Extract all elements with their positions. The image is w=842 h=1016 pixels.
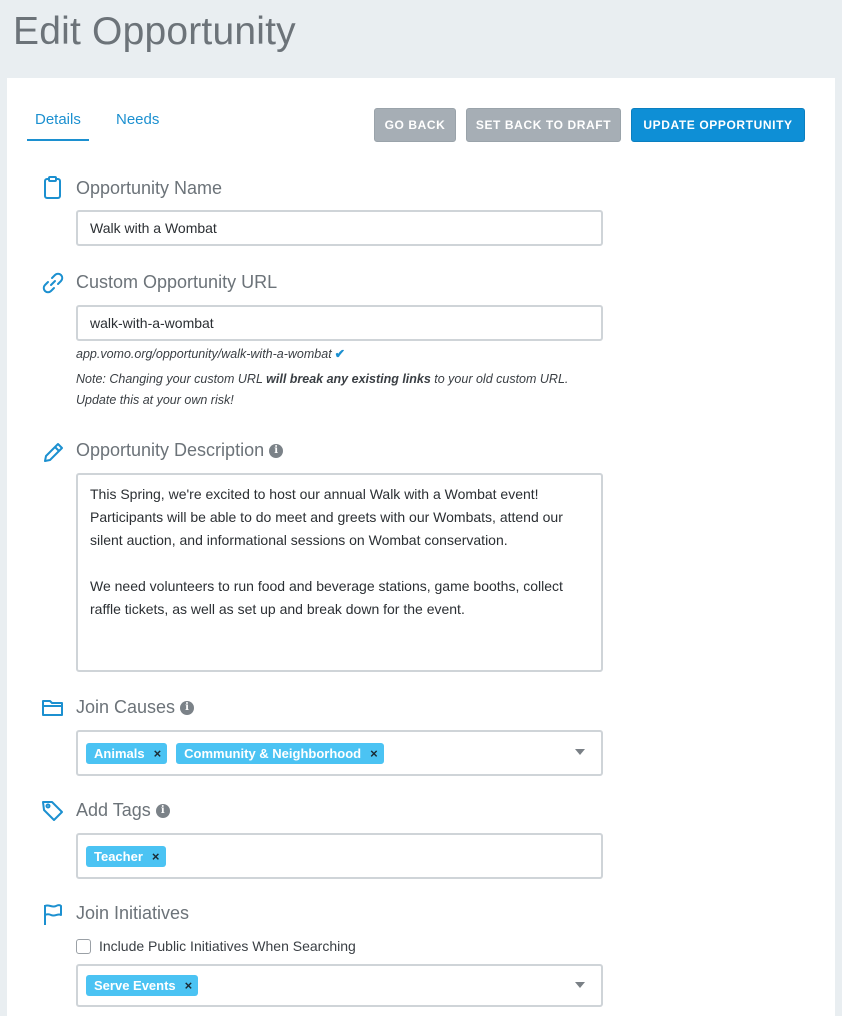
tag-icon <box>40 798 66 824</box>
opportunity-name-label: Opportunity Name <box>76 178 223 198</box>
tab-details[interactable]: Details <box>35 111 81 128</box>
remove-chip-icon[interactable]: × <box>151 848 160 864</box>
remove-chip-icon[interactable]: × <box>153 745 162 761</box>
opportunity-name-input[interactable]: Walk with a Wombat <box>76 210 603 246</box>
initiatives-select[interactable] <box>76 964 603 1007</box>
add-tags-label: Add Tags i <box>76 800 170 821</box>
page-title: Edit Opportunity <box>13 10 296 53</box>
custom-url-input[interactable]: walk-with-a-wombat <box>76 305 603 341</box>
dropdown-caret-icon[interactable] <box>575 982 585 988</box>
edit-card <box>7 78 835 1016</box>
public-initiatives-checkbox-row[interactable]: Include Public Initiatives When Searching <box>76 938 356 954</box>
custom-url-label: Custom Opportunity URL <box>76 272 278 292</box>
initiative-chip-serve-events: Serve Events × <box>86 975 198 996</box>
tags-input[interactable] <box>76 833 603 879</box>
check-icon: ✔ <box>334 347 346 361</box>
pencil-icon <box>40 439 66 465</box>
go-back-button[interactable]: GO BACK <box>374 108 456 142</box>
join-initiatives-label: Join Initiatives <box>76 903 190 923</box>
flag-icon <box>40 902 66 928</box>
description-label: Opportunity Description i <box>76 440 283 461</box>
remove-chip-icon[interactable]: × <box>370 745 378 761</box>
cause-chip-community: Community & Neighborhood × <box>176 743 384 764</box>
cause-chip-animals: Animals × <box>86 743 167 764</box>
remove-chip-icon[interactable]: × <box>184 978 193 993</box>
folder-icon <box>40 695 66 721</box>
join-causes-label: Join Causes i <box>76 697 194 718</box>
update-opportunity-button[interactable]: UPDATE OPPORTUNITY <box>631 108 805 142</box>
causes-select[interactable] <box>76 730 603 776</box>
info-icon[interactable]: i <box>269 444 283 458</box>
info-icon[interactable]: i <box>180 701 194 715</box>
link-icon <box>40 270 66 296</box>
description-textarea[interactable]: This Spring, we're excited to host our annual Walk with a Wombat event! Participants will be able to do meet and greets with our Wombats, attend our silent auction, and informational sessions on Wombat conservation. We need volunteers to run food and beverage stations, game booths, collect raffle tickets, as well as set up and break down for the event. <box>76 473 603 672</box>
url-warning-note: Note: Changing your custom URL will break any existing links to your old custom URL. Update this at your own risk! <box>76 372 569 407</box>
set-back-to-draft-button[interactable]: SET BACK TO DRAFT <box>466 108 621 142</box>
url-preview: app.vomo.org/opportunity/walk-with-a-wombat ✔ <box>76 347 346 361</box>
tab-needs[interactable]: Needs <box>116 111 160 128</box>
dropdown-caret-icon[interactable] <box>575 749 585 755</box>
tag-chip-teacher: Teacher × <box>86 846 166 867</box>
info-icon[interactable]: i <box>156 804 170 818</box>
public-initiatives-checkbox[interactable] <box>76 939 91 954</box>
clipboard-icon <box>40 175 66 201</box>
